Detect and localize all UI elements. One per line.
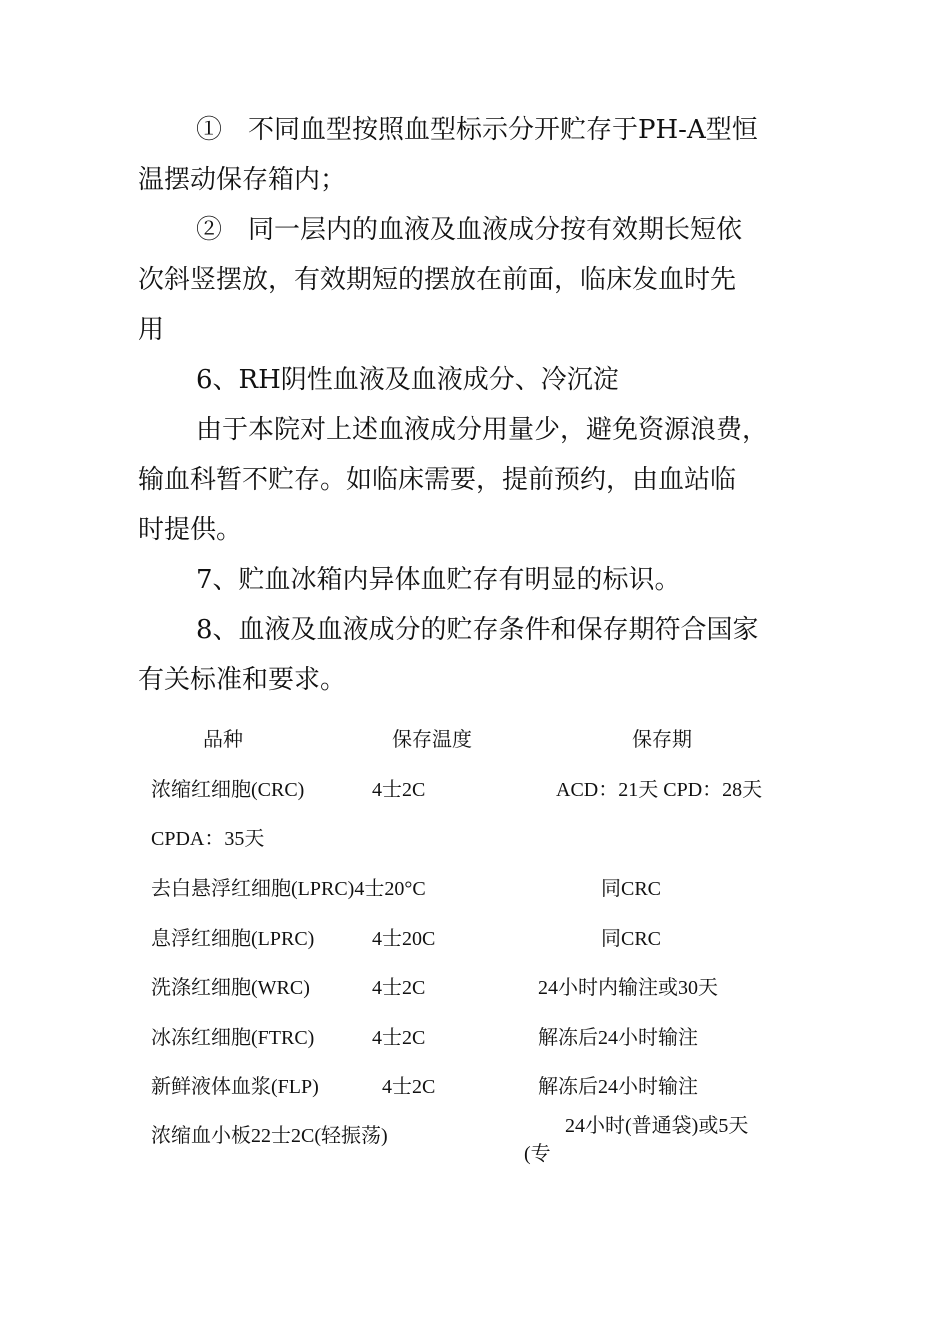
paragraph-4-line-3: 时提供。: [138, 515, 243, 545]
item-8-line-2: 有关标准和要求。: [138, 665, 347, 695]
paragraph-2-line-2: 次斜竖摆放，有效期短的摆放在前面，临床发血时先: [138, 265, 737, 295]
paragraph-2-line-3: 用: [138, 315, 165, 345]
paragraph-1: [138, 105, 828, 205]
table-row-period: 解冻后24小时输注: [538, 1027, 698, 1049]
paragraph-1-line-2: 温摆动保存箱内；: [138, 165, 347, 195]
section-heading-6-text: 6、RH阴性血液及血液成分、冷沉淀: [196, 365, 619, 395]
paragraph-2-line-1: ② 同一层内的血液及血液成分按有效期长短依: [196, 215, 743, 245]
table-row-name: 浓缩红细胞(CRC): [151, 779, 305, 801]
header-temperature: 保存温度: [392, 729, 472, 751]
table-row-period: 24小时(普通袋)或5天: [565, 1115, 749, 1137]
table-row-name: 新鲜液体血浆(FLP): [151, 1076, 319, 1098]
table-row-period: 24小时内输注或30天: [538, 977, 718, 999]
table-row-temp: 4士2C: [372, 977, 426, 999]
table-row-temp: 4士20C: [372, 928, 436, 950]
table-row-name: 浓缩血小板22士2C(轻振荡): [151, 1125, 388, 1147]
item-7-text: 7、贮血冰箱内异体血贮存有明显的标识。: [196, 565, 681, 595]
paragraph-4: [138, 405, 828, 555]
table-row-name: 洗涤红细胞(WRC): [151, 977, 310, 999]
paragraph-2: [138, 205, 828, 355]
section-heading-6: [138, 355, 828, 405]
table-row-temp: 4士2C: [372, 1027, 426, 1049]
table-row-period-continued: (专: [524, 1143, 551, 1165]
header-variety: 品种: [203, 729, 243, 751]
item-8-line-1: 8、血液及血液成分的贮存条件和保存期符合国家: [196, 615, 759, 645]
paragraph-1-line-1: ① 不同血型按照血型标示分开贮存于PH-A型恒: [196, 115, 758, 145]
table-row-period: ACD：21天 CPD：28天: [556, 779, 763, 801]
item-7: [138, 555, 828, 605]
table-row-name: 去白悬浮红细胞(LPRC)4士20°C: [151, 878, 426, 900]
table-row-period: 解冻后24小时输注: [538, 1076, 698, 1098]
table-row-temp: 4士2C: [372, 779, 426, 801]
table-row-period: 同CRC: [601, 878, 662, 900]
table-row-name: CPDA：35天: [151, 828, 265, 850]
table-row-name: 冰冻红细胞(FTRC): [151, 1027, 315, 1049]
table-row-temp: 4士2C: [382, 1076, 436, 1098]
table-row-name: 息浮红细胞(LPRC): [151, 928, 315, 950]
item-8: [138, 605, 828, 705]
paragraph-4-line-1: 由于本院对上述血液成分用量少，避免资源浪费，: [196, 415, 769, 445]
table-row-period: 同CRC: [601, 928, 662, 950]
header-period: 保存期: [632, 729, 692, 751]
paragraph-4-line-2: 输血科暂不贮存。如临床需要，提前预约，由血站临: [138, 465, 737, 495]
